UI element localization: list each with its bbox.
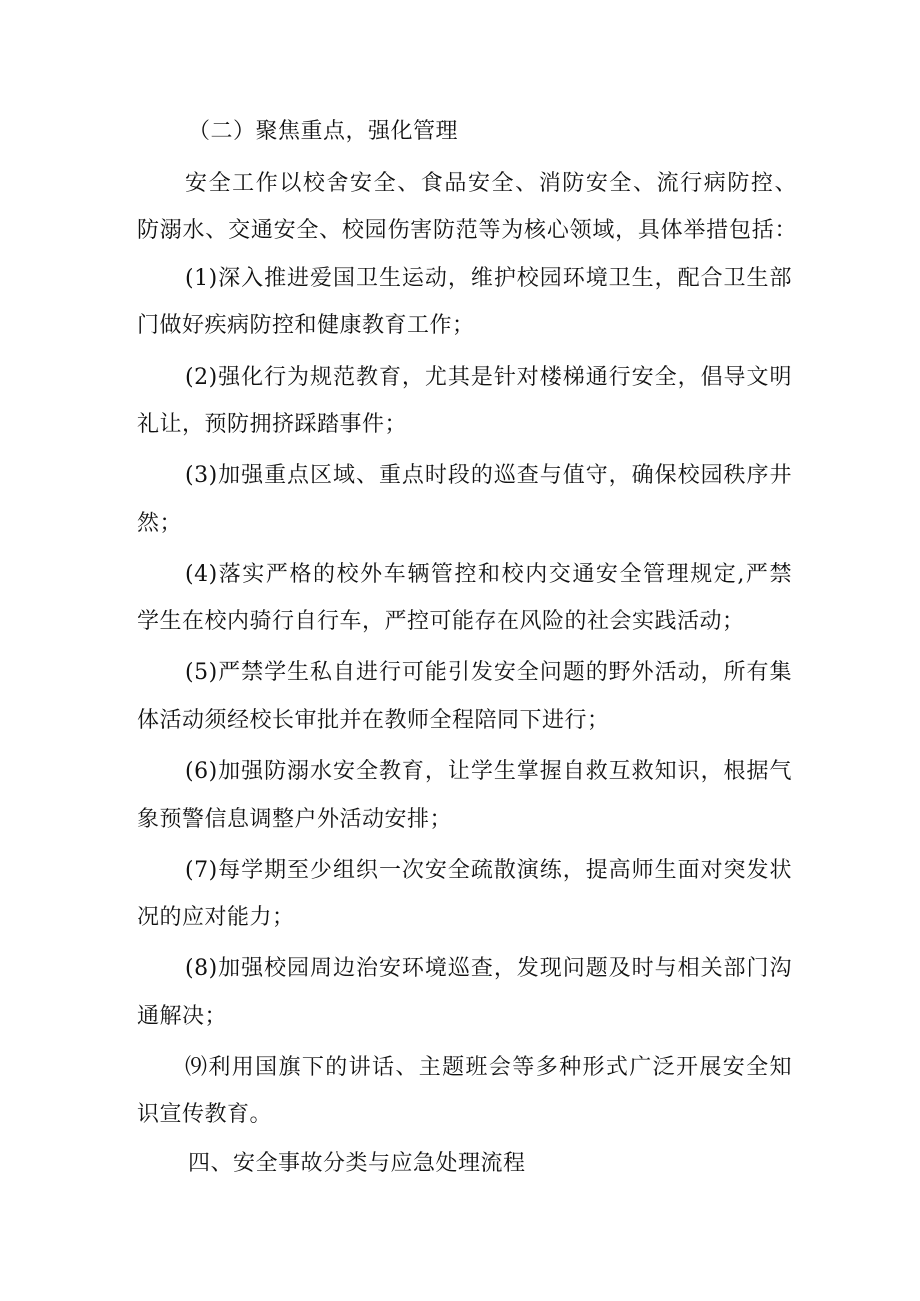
measure-8-line-1: (8)加强校园周边治安环境巡查，发现问题及时与相关部门沟: [185, 956, 792, 981]
measure-3-line-1: (3)加强重点区域、重点时段的巡查与值守，确保校园秩序井: [185, 463, 792, 488]
measure-4-line-1: (4)落实严格的校外车辆管控和校内交通安全管理规定,严禁: [185, 562, 792, 587]
measure-4-line-2: 学生在校内骑行自行车，严控可能存在风险的社会实践活动；: [137, 609, 745, 634]
measure-1-line-2: 门做好疾病防控和健康教育工作；: [137, 313, 475, 338]
measure-8-line-2: 通解决；: [137, 1004, 228, 1029]
intro-line-1: 安全工作以校舍安全、食品安全、消防安全、流行病防控、: [185, 171, 797, 196]
measure-2-line-2: 礼让，预防拥挤踩踏事件；: [137, 412, 408, 437]
measure-9-line-1: ⑼利用国旗下的讲话、主题班会等多种形式广泛开展安全知: [185, 1055, 792, 1080]
measure-6-line-1: (6)加强防溺水安全教育，让学生掌握自救互救知识，根据气: [185, 759, 792, 784]
measure-7-line-1: (7)每学期至少组织一次安全疏散演练，提高师生面对突发状: [185, 858, 792, 883]
intro-line-2: 防溺水、交通安全、校园伤害防范等为核心领域，具体举措包括：: [137, 218, 797, 243]
section-heading: （二）聚焦重点，强化管理: [188, 119, 459, 144]
measure-2-line-1: (2)强化行为规范教育，尤其是针对楼梯通行安全，倡导文明: [185, 365, 792, 390]
measure-1-line-1: (1)深入推进爱国卫生运动，维护校园环境卫生，配合卫生部: [185, 266, 792, 291]
measure-5-line-2: 体活动须经校长审批并在教师全程陪同下进行；: [137, 708, 610, 733]
measure-6-line-2: 象预警信息调整户外活动安排；: [137, 807, 453, 832]
measure-7-line-2: 况的应对能力；: [137, 905, 295, 930]
measure-3-line-2: 然；: [137, 511, 183, 536]
measure-9-line-2: 识宣传教育。: [137, 1102, 273, 1127]
measure-5-line-1: (5)严禁学生私自进行可能引发安全问题的野外活动，所有集: [185, 660, 792, 685]
next-section-heading: 四、安全事故分类与应急处理流程: [188, 1151, 526, 1176]
